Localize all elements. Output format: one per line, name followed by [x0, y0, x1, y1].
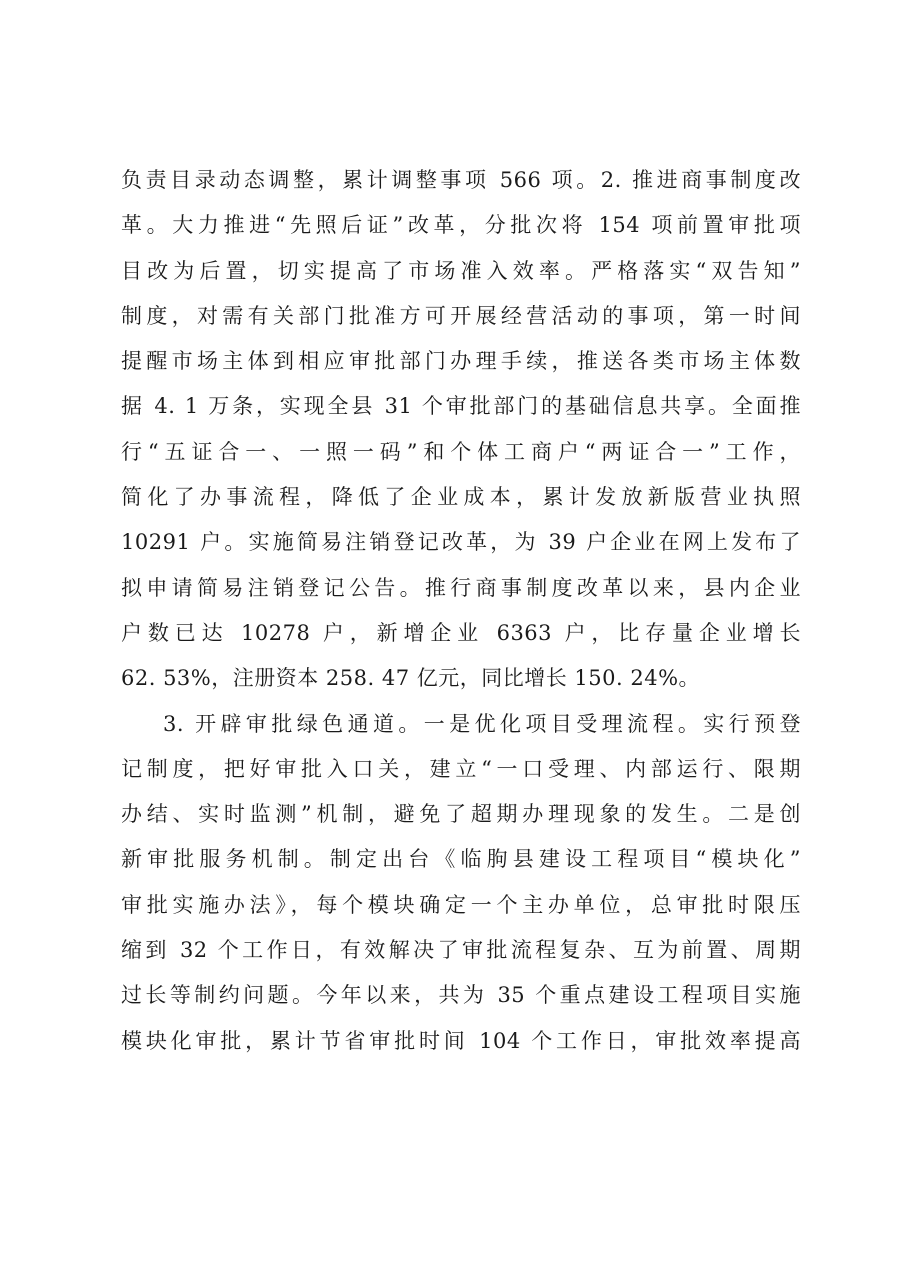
text-line: 户数已达 10278 户，新增企业 6363 户，比存量企业增长	[121, 620, 801, 645]
text-line: 缩到 32 个工作日，有效解决了审批流程复杂、互为前置、周期	[121, 938, 801, 963]
text-line: 10291 户。实施简易注销登记改革，为 39 户企业在网上发布了	[121, 530, 801, 555]
text-line: 办结、实时监测”机制，避免了超期办理现象的发生。二是创	[121, 802, 801, 827]
paragraph-2	[121, 702, 801, 1064]
text-line: 行“五证合一、一照一码”和个体工商户“两证合一”工作，	[121, 439, 801, 464]
text-line: 制度，对需有关部门批准方可开展经营活动的事项，第一时间	[121, 303, 801, 328]
text-line: 负责目录动态调整，累计调整事项 566 项。2. 推进商事制度改	[121, 168, 801, 192]
text-line: 据 4. 1 万条，实现全县 31 个审批部门的基础信息共享。全面推	[121, 394, 801, 419]
text-line: 模块化审批，累计节省审批时间 104 个工作日，审批效率提高	[121, 1028, 801, 1053]
text-line: 拟申请简易注销登记公告。推行商事制度改革以来，县内企业	[121, 575, 801, 600]
text-line: 审批实施办法》，每个模块确定一个主办单位，总审批时限压	[121, 892, 801, 917]
text-line: 提醒市场主体到相应审批部门办理手续，推送各类市场主体数	[121, 349, 801, 374]
text-line: 革。大力推进“先照后证”改革，分批次将 154 项前置审批项	[121, 213, 801, 238]
text-line: 3. 开辟审批绿色通道。一是优化项目受理流程。实行预登	[163, 711, 801, 736]
text-line: 过长等制约问题。今年以来，共为 35 个重点建设工程项目实施	[121, 983, 801, 1008]
text-line: 目改为后置，切实提高了市场准入效率。严格落实“双告知”	[121, 258, 801, 283]
paragraph-1	[121, 158, 801, 702]
text-line: 记制度，把好审批入口关，建立“一口受理、内部运行、限期	[121, 756, 801, 781]
document-body	[121, 158, 801, 1064]
text-line: 62. 53%，注册资本 258. 47 亿元，同比增长 150. 24%。	[121, 666, 701, 691]
text-line: 新审批服务机制。制定出台《临朐县建设工程项目“模块化”	[121, 847, 801, 872]
text-line: 简化了办事流程，降低了企业成本，累计发放新版营业执照	[121, 485, 801, 510]
